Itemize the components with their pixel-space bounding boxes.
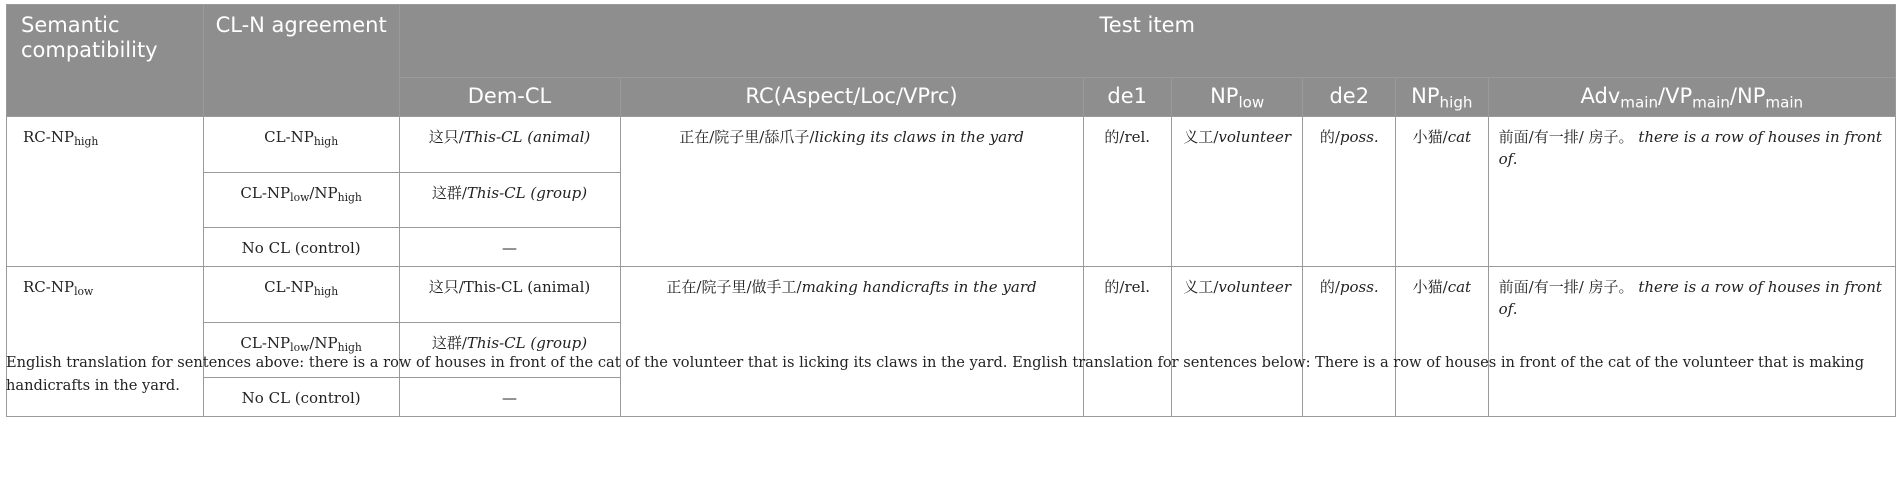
cl-cell: $CL-NP_{low}/NP_{high}$ <box>203 173 399 228</box>
dem-cl-cell: — <box>399 228 620 267</box>
np-low-cell: 义工/volunteer <box>1171 266 1303 416</box>
rc-cell: 正在/院子里/做手工/making handicrafts in the yard <box>620 266 1083 416</box>
header-test-item: Test item <box>399 5 1895 78</box>
main-cell: 前面/有一排/ 房子。 there is a row of houses in front of. <box>1488 266 1895 416</box>
np-low-cell: 义工/volunteer <box>1171 117 1303 267</box>
table-row <box>7 117 1896 173</box>
cl-cell: No CL (control) <box>203 377 399 416</box>
rc-cell: 正在/院子里/舔爪子/licking its claws in the yard <box>620 117 1083 267</box>
table-row <box>7 266 1896 322</box>
header-rc: RC(Aspect/Loc/VPrc) <box>620 78 1083 117</box>
semantic-cell: $RC-NP_{high}$ <box>7 117 204 267</box>
header-cl-n-agreement: CL-N agreement <box>203 5 399 117</box>
main-cell: 前面/有一排/ 房子。 there is a row of houses in front of. <box>1488 117 1895 267</box>
dem-cl-cell: — <box>399 377 620 416</box>
table-footnote: English translation for sentences above: there is a row of houses in front of the cat of the volunteer that is licking its claws in the yard. English translation for sentences below: There is a row of houses in front of the cat of the volunteer that is making handicrafts in the yard. <box>6 354 1865 394</box>
header-np-low: $NP_{low}$ <box>1171 78 1303 117</box>
de2-cell: 的/poss. <box>1303 117 1396 267</box>
de1-cell: 的/rel. <box>1083 266 1171 416</box>
dem-cl-cell: 这只/This-CL (animal) <box>399 266 620 322</box>
np-high-cell: 小猫/cat <box>1396 117 1489 267</box>
header-row-1 <box>7 5 1896 78</box>
dem-cl-cell: 这只/This-CL (animal) <box>399 117 620 173</box>
cl-cell: $CL-NP_{high}$ <box>203 266 399 322</box>
header-de2: de2 <box>1303 78 1396 117</box>
de2-cell: 的/poss. <box>1303 266 1396 416</box>
cl-cell: No CL (control) <box>203 228 399 267</box>
header-semantic-compatibility: Semantic compatibility <box>7 5 204 117</box>
cl-cell: $CL-NP_{low}/NP_{high}$ <box>203 322 399 377</box>
dem-cl-cell: 这群/This-CL (group) <box>399 173 620 228</box>
header-dem-cl: Dem-CL <box>399 78 620 117</box>
semantic-cell: $RC-NP_{low}$ <box>7 266 204 416</box>
header-np-high: $NP_{high}$ <box>1396 78 1489 117</box>
np-high-cell: 小猫/cat <box>1396 266 1489 416</box>
cl-cell: $CL-NP_{high}$ <box>203 117 399 173</box>
de1-cell: 的/rel. <box>1083 117 1171 267</box>
header-main: $Adv_{main}/VP_{main}/NP_{main}$ <box>1488 78 1895 117</box>
dem-cl-cell: 这群/This-CL (group) <box>399 322 620 377</box>
header-de1: de1 <box>1083 78 1171 117</box>
